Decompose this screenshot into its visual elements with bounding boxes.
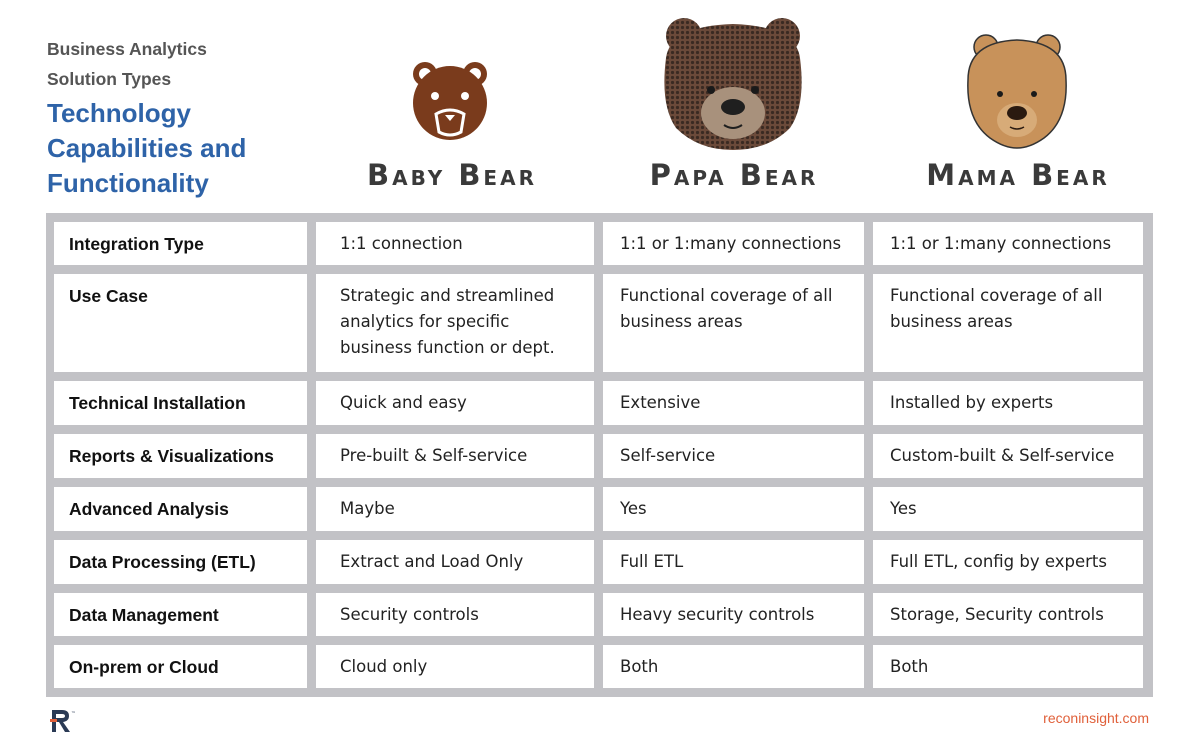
mama-bear-icon <box>884 10 1152 155</box>
table-cell: Custom-built & Self-service <box>873 434 1143 478</box>
table-cell: Heavy security controls <box>603 593 864 636</box>
website-link[interactable]: reconinsight.com <box>1043 710 1149 726</box>
row-label: Use Case <box>54 274 307 372</box>
recon-logo <box>50 708 80 738</box>
row-label: Data Processing (ETL) <box>54 540 307 584</box>
table-cell: Yes <box>603 487 864 531</box>
table-cell: Cloud only <box>316 645 594 688</box>
table-cell: Pre-built & Self-service <box>316 434 594 478</box>
column-head-papa-bear <box>600 10 868 191</box>
table-cell: Both <box>603 645 864 688</box>
papa-bear-icon <box>600 10 868 155</box>
table-cell: Functional coverage of all business areas <box>603 274 864 372</box>
row-label: Data Management <box>54 593 307 636</box>
table-cell: Full ETL, config by experts <box>873 540 1143 584</box>
table-cell: Extensive <box>603 381 864 425</box>
table-cell: Both <box>873 645 1143 688</box>
title-line-1: Technology <box>47 98 191 128</box>
page-title <box>47 96 317 201</box>
table-cell: Extract and Load Only <box>316 540 594 584</box>
column-name-mama-bear: Mama Bear <box>926 158 1110 192</box>
row-label: Advanced Analysis <box>54 487 307 531</box>
table-cell: Functional coverage of all business areas <box>873 274 1143 372</box>
table-cell: Installed by experts <box>873 381 1143 425</box>
table-cell: Full ETL <box>603 540 864 584</box>
row-label: Integration Type <box>54 222 307 265</box>
table-cell: 1:1 connection <box>316 222 594 265</box>
trademark-symbol: ™ <box>71 711 76 717</box>
subtitle-line-1: Business Analytics <box>47 39 207 59</box>
row-label: Reports & Visualizations <box>54 434 307 478</box>
table-cell: Security controls <box>316 593 594 636</box>
table-cell: Maybe <box>316 487 594 531</box>
table-cell: 1:1 or 1:many connections <box>873 222 1143 265</box>
table-cell: Yes <box>873 487 1143 531</box>
column-head-mama-bear <box>884 10 1152 191</box>
column-name-baby-bear: Baby Bear <box>367 158 537 192</box>
column-head-baby-bear <box>318 10 586 191</box>
title-line-2: Capabilities and <box>47 133 247 163</box>
table-cell: Storage, Security controls <box>873 593 1143 636</box>
table-cell: Strategic and streamlined analytics for specific business function or dept. <box>316 274 594 372</box>
row-label: On-prem or Cloud <box>54 645 307 688</box>
column-name-papa-bear: Papa Bear <box>649 158 819 192</box>
title-line-3: Functionality <box>47 168 209 198</box>
row-label: Technical Installation <box>54 381 307 425</box>
comparison-table <box>46 213 1153 697</box>
heading-block <box>47 34 317 201</box>
table-cell: 1:1 or 1:many connections <box>603 222 864 265</box>
table-cell: Quick and easy <box>316 381 594 425</box>
baby-bear-icon <box>318 10 586 155</box>
recon-logo-icon <box>50 708 80 734</box>
table-cell: Self-service <box>603 434 864 478</box>
subtitle-line-2: Solution Types <box>47 69 172 89</box>
